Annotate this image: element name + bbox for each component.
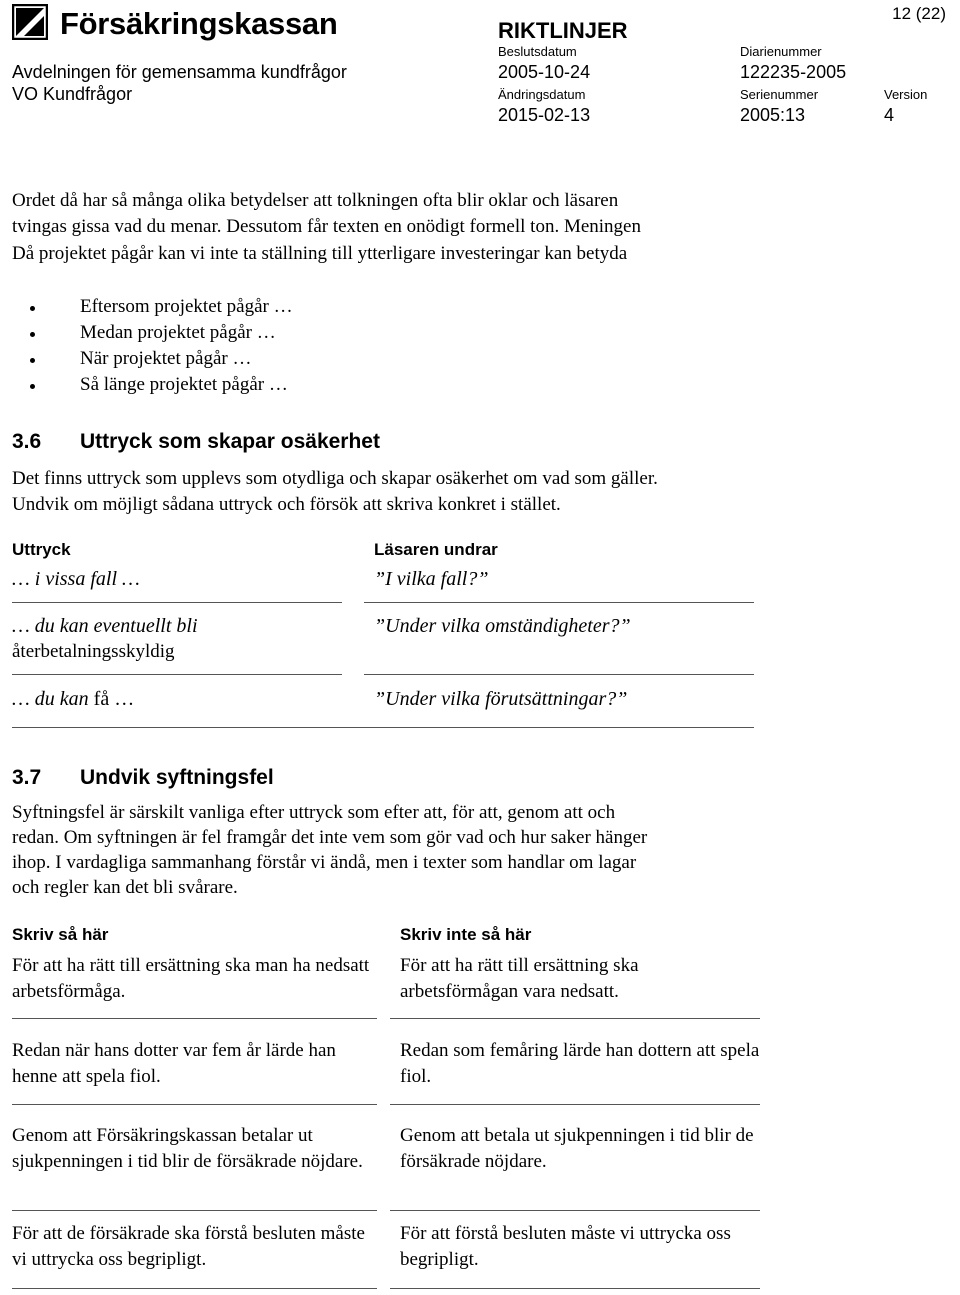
list-item: Eftersom projektet pågår …: [30, 294, 293, 320]
change-date-label: Ändringsdatum: [498, 87, 586, 102]
decision-date-label: Beslutsdatum: [498, 44, 577, 59]
list-item: Så länge projektet pågår …: [30, 372, 293, 398]
do-example: För att ha rätt till ersättning ska man ha nedsatt arbetsförmåga.: [12, 955, 370, 1002]
table-divider: [12, 674, 342, 675]
table-divider: [12, 1210, 377, 1211]
table-divider: [12, 727, 754, 728]
question-cell: ”Under vilka omständigheter?”: [374, 615, 631, 637]
do-example: För att de försäkrade ska förstå besluten måste vi uttrycka oss begripligt.: [12, 1223, 365, 1270]
column-header-do: Skriv så här: [12, 925, 109, 944]
expression-cell: återbetalningsskyldig: [12, 641, 175, 662]
table-divider: [390, 1288, 760, 1289]
section37-line-3: ihop. I vardagliga sammanhang förstår vi ändå, men i texter som handlar om lagar: [12, 852, 637, 873]
section36-line-2: Undvik om möjligt sådana uttryck och försök att skriva konkret i stället.: [12, 494, 561, 515]
unit: VO Kundfrågor: [12, 84, 133, 104]
column-header-reader-question: Läsaren undrar: [374, 540, 498, 559]
section-title: Uttryck som skapar osäkerhet: [80, 430, 380, 453]
section-heading-3-6: [12, 430, 380, 454]
expression-cell: … i vissa fall …: [12, 568, 140, 590]
column-header-expression: Uttryck: [12, 540, 71, 559]
registry-number: 122235-2005: [740, 62, 847, 82]
section36-line-1: Det finns uttryck som upplevs som otydliga och skapar osäkerhet om vad som gäller.: [12, 468, 658, 489]
section37-line-4: och regler kan det bli svårare.: [12, 877, 238, 898]
question-cell: ”Under vilka förutsättningar?”: [374, 688, 628, 710]
intro-line-2: tvingas gissa vad du menar. Dessutom får texten en onödigt formell ton. Meningen: [12, 216, 641, 237]
decision-date: 2005-10-24: [498, 62, 591, 82]
department: Avdelningen för gemensamma kundfrågor: [12, 62, 347, 82]
intro-line-1: Ordet då har så många olika betydelser att tolkningen ofta blir oklar och läsaren: [12, 190, 619, 211]
table-divider: [12, 1104, 377, 1105]
document-type: RIKTLINJER: [498, 18, 628, 43]
question-cell: ”I vilka fall?”: [374, 568, 489, 590]
table-divider: [390, 1018, 760, 1019]
dont-example: Redan som femåring lärde han dottern att spela fiol.: [400, 1040, 760, 1087]
series-label: Serienummer: [740, 87, 819, 102]
do-example: Genom att Försäkringskassan betalar ut sjukpenningen i tid blir de försäkrade nöjdare.: [12, 1125, 363, 1172]
expression-cell: … du kan få …: [12, 688, 135, 710]
version-label: Version: [884, 87, 928, 102]
series-number: 2005:13: [740, 105, 806, 125]
dont-example: Genom att betala ut sjukpenningen i tid blir de försäkrade nöjdare.: [400, 1125, 754, 1172]
section-number: 3.6: [12, 430, 42, 453]
section-heading-3-7: [12, 766, 274, 790]
bullet-list: [30, 294, 293, 398]
table-divider: [12, 1018, 377, 1019]
dont-example: För att ha rätt till ersättning ska arbetsförmågan vara nedsatt.: [400, 955, 639, 1002]
page-number: 12 (22): [892, 4, 946, 23]
brand-name: Försäkringskassan: [60, 6, 338, 41]
column-header-dont: Skriv inte så här: [400, 925, 532, 944]
intro-line-3: Då projektet pågår kan vi inte ta ställning till ytterligare investeringar kan betyda: [12, 243, 628, 264]
table-divider: [390, 1210, 760, 1211]
expression-cell: … du kan eventuellt bli: [12, 615, 198, 637]
list-item: Medan projektet pågår …: [30, 320, 293, 346]
registry-label: Diarienummer: [740, 44, 822, 59]
version-number: 4: [884, 105, 895, 125]
table-divider: [12, 602, 342, 603]
table-divider: [12, 1288, 377, 1289]
section-title: Undvik syftningsfel: [80, 766, 274, 789]
change-date: 2015-02-13: [498, 105, 591, 125]
section37-line-1: Syftningsfel är särskilt vanliga efter uttryck som efter att, för att, genom att och: [12, 802, 616, 823]
table-divider: [390, 1104, 760, 1105]
dont-example: För att förstå besluten måste vi uttrycka oss begripligt.: [400, 1223, 731, 1270]
list-item: När projektet pågår …: [30, 346, 293, 372]
section-number: 3.7: [12, 766, 42, 789]
do-example: Redan när hans dotter var fem år lärde han henne att spela fiol.: [12, 1040, 336, 1087]
table-divider: [364, 602, 754, 603]
logo-icon: [12, 4, 48, 40]
table-divider: [364, 674, 754, 675]
section37-line-2: redan. Om syftningen är fel framgår det inte vem som gör vad och hur saker hänger: [12, 827, 648, 848]
